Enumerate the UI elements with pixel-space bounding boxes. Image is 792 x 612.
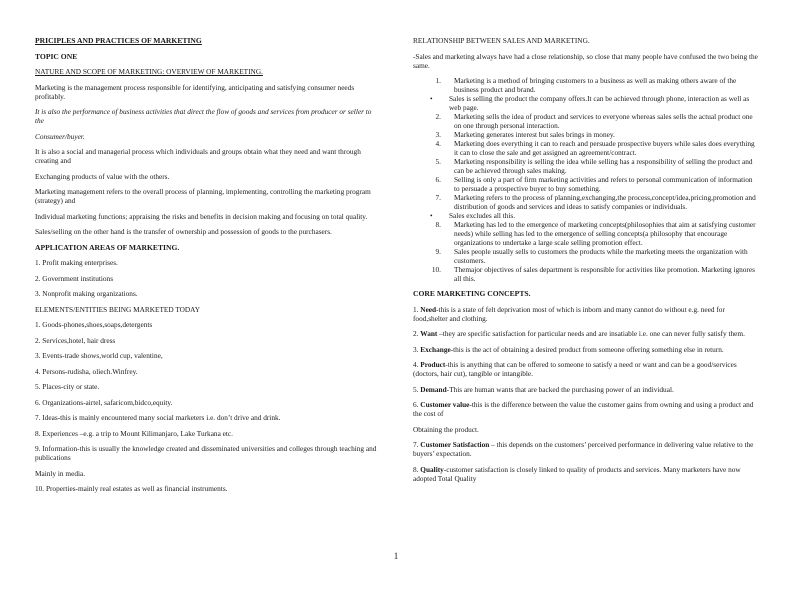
list-marker: 7. bbox=[435, 193, 441, 202]
element-item: 4. Persons-rudisha, oliech.Winfrey. bbox=[35, 366, 138, 376]
page-number: 1 bbox=[393, 551, 399, 561]
concept-number: 5. bbox=[413, 384, 421, 394]
core-concepts-heading: CORE MARKETING CONCEPTS. bbox=[413, 289, 531, 298]
list-item-text: Selling is only a part of firm marketing activities and refers to personal communication of information to persuade a prospective buyer to buy something. bbox=[454, 175, 753, 193]
concept-number: 1. bbox=[413, 304, 421, 314]
concept-number: 4. bbox=[413, 360, 421, 369]
core-concept-customer-satisfaction bbox=[413, 440, 758, 458]
application-item: 2. Government institutions bbox=[35, 273, 114, 283]
concept-number: 6. bbox=[413, 400, 421, 409]
concept-term: Demand bbox=[420, 384, 447, 394]
list-item bbox=[413, 130, 758, 139]
application-item: 3. Nonprofit making organizations. bbox=[35, 289, 138, 298]
concept-text: -this is the act of obtaining a desired product from someone offering something else in return. bbox=[450, 344, 724, 354]
list-item bbox=[413, 193, 758, 211]
list-item bbox=[413, 112, 758, 130]
concept-term: Customer Satisfaction bbox=[420, 440, 490, 449]
list-item bbox=[413, 211, 758, 220]
list-item-text: Sales excludes all this. bbox=[449, 211, 516, 220]
list-marker: 9. bbox=[435, 247, 441, 256]
core-concept-continuation: Obtaining the product. bbox=[413, 424, 479, 434]
element-item: 1. Goods-phones,shoes,soaps,detergents bbox=[35, 320, 153, 329]
element-item: 8. Experiences –e.g. a trip to Mount Kilimanjaro, Lake Turkana etc. bbox=[35, 428, 233, 438]
concept-text: -This are human wants that are backed the purchasing power of an individual. bbox=[446, 384, 674, 394]
element-item-continuation: Mainly in media. bbox=[35, 468, 86, 478]
left-column bbox=[35, 36, 380, 500]
list-marker: 3. bbox=[435, 130, 441, 139]
concept-text: -this is a state of felt deprivation most of which is inborn and many cannot do without e.g. need for food,shelter and clothing. bbox=[413, 304, 725, 323]
paragraph-sales: Sales/selling on the other hand is the transfer of ownership and possession of goods to the purchasers. bbox=[35, 227, 332, 236]
list-marker: 5. bbox=[435, 157, 441, 166]
list-item-text: Marketing sells the idea of product and services to everyone whereas sales sells the actual product one on one through personal interaction. bbox=[454, 112, 753, 130]
relationship-list bbox=[413, 76, 758, 283]
paragraph-definition: Marketing is the management process responsible for identifying, anticipating and satisfying consumer needs profitably. bbox=[35, 82, 355, 101]
topic-label: TOPIC ONE bbox=[35, 51, 78, 61]
paragraph-individual-functions: Individual marketing functions; appraising the risks and benefits in decision making and focusing on total quality. bbox=[35, 211, 368, 221]
list-item-text: Sales is selling the product the company offers.It can be achieved through phone, interaction as well as web page. bbox=[449, 94, 750, 112]
list-marker: 2. bbox=[435, 112, 441, 121]
core-concept-need bbox=[413, 305, 758, 323]
concept-text: -this is the difference between the value the customer gains from owning and using a product and the cost of bbox=[413, 400, 754, 418]
list-item-text: Marketing is a method of bringing customers to a business as well as making others aware of the business product and brand. bbox=[454, 76, 737, 94]
list-marker: 4. bbox=[435, 139, 441, 148]
relationship-intro: -Sales and marketing always have had a close relationship, so close that many people have confused the two being the same. bbox=[413, 51, 758, 70]
core-concept-exchange bbox=[413, 345, 758, 354]
concept-text: -customer satisfaction is closely linked to quality of products and services. Many marketers have now adopted Total Quality bbox=[413, 464, 741, 483]
list-item bbox=[413, 139, 758, 157]
application-item: 1. Profit making enterprises. bbox=[35, 258, 118, 267]
application-heading: APPLICATION AREAS OF MARKETING. bbox=[35, 242, 180, 252]
concept-term: Exchange bbox=[420, 344, 451, 354]
bullet-marker: • bbox=[430, 211, 433, 220]
concept-text: -this is anything that can be offered to someone to satisfy a need or want and can be a good/services (doctors, hair cut), tangible or intangible. bbox=[413, 360, 737, 378]
paragraph-exchanging: Exchanging products of value with the others. bbox=[35, 171, 170, 181]
element-item: 7. Ideas-this is mainly encountered many social marketers i.e. don’t drive and drink. bbox=[35, 413, 281, 422]
paragraph-marketing-management: Marketing management refers to the overall process of planning, implementing, controlling the marketing program (strategy) and bbox=[35, 187, 371, 205]
list-item-text: Marketing responsibility is selling the idea while selling has a responsibility of selling the product and can be achieved through sales making. bbox=[454, 157, 753, 175]
list-item-text: Marketing does everything it can to reach and persuade prospective buyers while sales does everything it can to close the sale and get assigned an agreement/contract. bbox=[454, 139, 755, 157]
core-concept-customer-value bbox=[413, 400, 758, 418]
concept-text: –they are specific satisfaction for particular needs and are insatiable i.e. one can never fully satisfy them. bbox=[437, 329, 745, 338]
concept-term: Want bbox=[420, 329, 438, 338]
list-marker: 6. bbox=[435, 175, 441, 184]
right-column bbox=[413, 36, 758, 489]
elements-heading: ELEMENTS/ENTITIES BEING MARKETED TODAY bbox=[35, 304, 201, 314]
element-item: 3. Events-trade shows,world cup, valentine, bbox=[35, 351, 163, 360]
document-title: PRICIPLES AND PRACTICES OF MARKETING bbox=[35, 36, 202, 45]
list-item-text: Marketing generates interest but sales brings in money. bbox=[454, 130, 615, 139]
element-item: 2. Services,hotel, hair dress bbox=[35, 335, 116, 345]
element-item: 9. Information-this is usually the knowledge created and disseminated universities and colleges through teaching and publications bbox=[35, 444, 377, 462]
list-item-text: Marketing has led to the emergence of marketing concepts(philosophies that aim at satisfying customer needs) while selling has led to the emergence of selling concepts(a philosophy that encourage organizations to undertake a large scale selling promotion effect. bbox=[454, 220, 756, 247]
concept-term: Customer value bbox=[420, 400, 470, 409]
list-item-text: Marketing refers to the process of planning,exchanging,the process,concept/idea,pricing,promotion and distribution of goods and services and ideas to satisfy companies or individuals. bbox=[454, 193, 756, 211]
list-item-text: Sales people usually sells to customers the products while the marketing meets the organization with customers. bbox=[454, 247, 748, 265]
list-marker: 1. bbox=[435, 76, 441, 85]
concept-number: 8. bbox=[413, 464, 421, 474]
element-item: 5. Places-city or state. bbox=[35, 382, 100, 391]
list-item bbox=[413, 175, 758, 193]
list-item bbox=[413, 157, 758, 175]
list-item bbox=[413, 265, 758, 283]
relationship-heading: RELATIONSHIP BETWEEN SALES AND MARKETING. bbox=[413, 36, 590, 45]
paragraph-performance: It is also the performance of business activities that direct the flow of goods and services from producer or seller to the bbox=[35, 107, 372, 125]
core-concept-product bbox=[413, 360, 758, 378]
list-item bbox=[413, 220, 758, 247]
list-item-text: Themajor objectives of sales department is responsible for activities like promotion. Marketing ignores all this. bbox=[454, 265, 755, 283]
concept-term: Quality bbox=[420, 464, 444, 474]
paragraph-consumer: Consumer/buyer. bbox=[35, 131, 85, 141]
list-marker: 8. bbox=[435, 220, 441, 229]
paragraph-social-process: It is also a social and managerial process which individuals and groups obtain what they need and want through creating and bbox=[35, 147, 361, 165]
bullet-marker: • bbox=[430, 94, 433, 103]
core-concept-quality bbox=[413, 465, 758, 483]
concept-number: 7. bbox=[413, 440, 421, 449]
list-item bbox=[413, 76, 758, 94]
concept-term: Need bbox=[420, 304, 437, 314]
concept-text: – this depends on the customers’ perceived performance in delivering value relative to the buyers’ expectation. bbox=[413, 440, 754, 458]
nature-heading: NATURE AND SCOPE OF MARKETING: OVERVIEW OF MARKETING. bbox=[35, 67, 263, 76]
concept-number: 2. bbox=[413, 329, 421, 338]
element-item: 6. Organizations-airtel, safaricom,bidco,equity. bbox=[35, 397, 173, 407]
concept-term: Product bbox=[420, 360, 446, 369]
list-item bbox=[413, 94, 758, 112]
list-item bbox=[413, 247, 758, 265]
core-concept-want bbox=[413, 329, 758, 338]
core-concept-demand bbox=[413, 385, 758, 394]
concept-number: 3. bbox=[413, 344, 421, 354]
element-item: 10. Properties-mainly real estates as well as financial instruments. bbox=[35, 484, 228, 493]
list-marker: 10. bbox=[431, 265, 441, 274]
